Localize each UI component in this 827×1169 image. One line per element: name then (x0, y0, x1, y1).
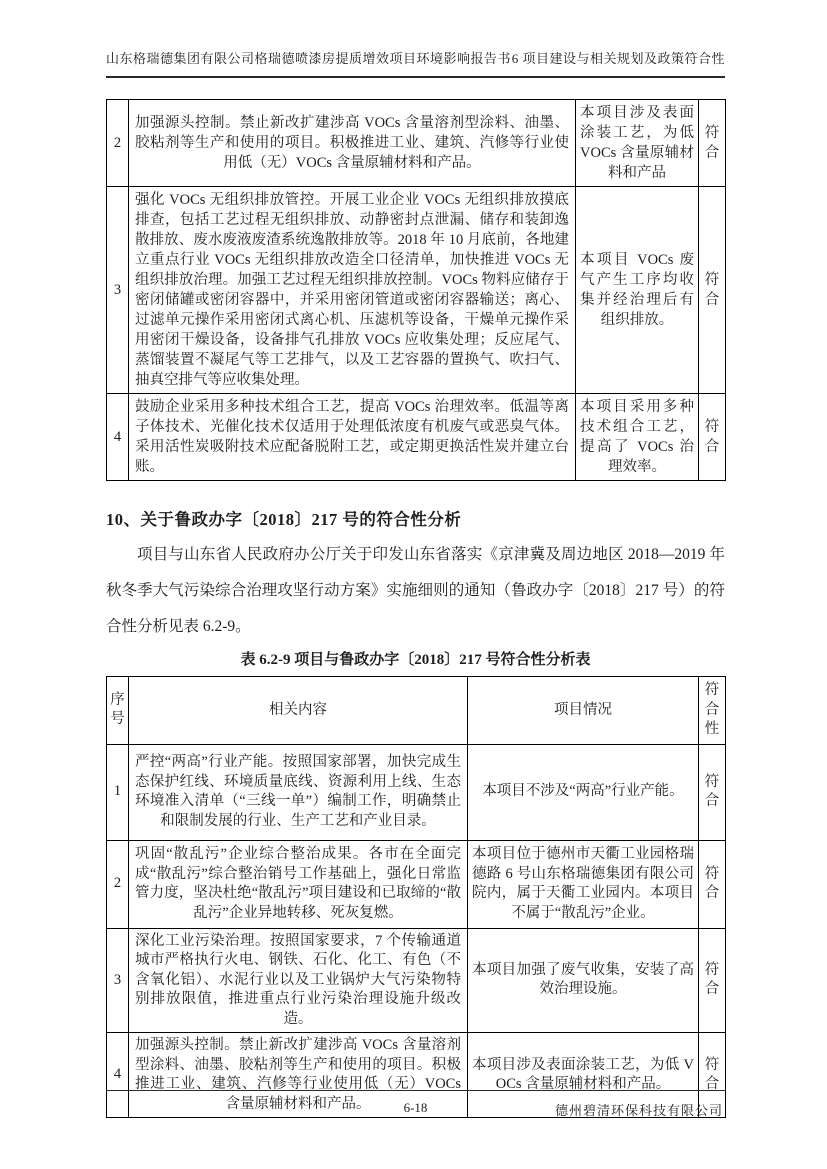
header-chapter-title: 6 项目建设与相关规划及政策符合性 (511, 51, 725, 66)
table-row (107, 394, 726, 481)
row-number-cell: 3 (107, 187, 129, 394)
requirement-cell: 深化工业污染治理。按照国家要求，7 个传输通道城市严格执行火电、钢铁、石化、化工、有色（不含氧化铝）、水泥行业以及工业锅炉大气污染物特别排放限值，推进重点行业污染治理设施升级改造。 (129, 928, 468, 1033)
project-status-cell: 本项目加强了废气收集，安装了高效治理设施。 (468, 928, 699, 1033)
project-status-cell: 本项目涉及表面涂装工艺，为低 VOCs 含量原辅材料和产品 (576, 100, 699, 187)
running-footer (106, 1090, 725, 1118)
requirement-cell: 强化 VOCs 无组织排放管控。开展工业企业 VOCs 无组织排放摸底排查，包括工艺过程无组织排放、动静密封点泄漏、储存和装卸逸散排放、废水废液废渣系统逸散排放等。2018 年 10 月底前，各地建立重点行业 VOCs 无组织排放改造全口径清单，加快推进 VOCs 无组织排放治理。加强工艺过程无组织排放控制。VOCs 物料应储存于密闭储罐或密闭容器中，并采用密闭管道或密闭容器输送；离心、过滤单元操作采用密闭式离心机、压滤机等设备，干燥单元操作采用密闭干燥设备，设备排气孔排放 VOCs 应收集处理；反应尾气、蒸馏装置不凝尾气等工艺排气，以及工艺容器的置换气、吹扫气、抽真空排气等应收集处理。 (129, 187, 576, 394)
verdict-cell: 符合 (699, 394, 726, 481)
footer-company: 德州碧清环保科技有限公司 (554, 1103, 723, 1118)
section-heading: 10、关于鲁政办字〔2018〕217 号的符合性分析 (106, 510, 462, 529)
row-number-cell: 1 (107, 744, 129, 840)
requirement-cell: 巩固“散乱污”企业综合整治成果。各市在全面完成“散乱污”综合整治销号工作基础上，强化日常监管力度，坚决杜绝“散乱污”项目建设和已取缔的“散乱污”企业异地转移、死灰复燃。 (129, 840, 468, 928)
header-report-title: 山东格瑞德集团有限公司格瑞德喷漆房提质增效项目环境影响报告书 (106, 51, 512, 66)
column-header-project: 项目情况 (468, 677, 699, 745)
page-content (106, 48, 725, 1118)
verdict-cell: 符合 (699, 1033, 726, 1118)
table-header-row (107, 677, 726, 745)
row-number-cell: 2 (107, 100, 129, 187)
section-paragraph: 项目与山东省人民政府办公厅关于印发山东省落实《京津冀及周边地区 2018—2019 年秋冬季大气污染综合治理攻坚行动方案》实施细则的通知（鲁政办字〔2018〕217 号）的符合性分析见表 6.2-9。 (106, 546, 725, 635)
project-status-cell: 本项目不涉及“两高”行业产能。 (468, 744, 699, 840)
analysis-table-title: 表 6.2-9 项目与鲁政办字〔2018〕217 号符合性分析表 (240, 652, 591, 668)
verdict-cell: 符合 (699, 100, 726, 187)
table-row (107, 187, 726, 394)
requirement-cell: 严控“两高”行业产能。按照国家部署，加快完成生态保护红线、环境质量底线、资源利用上线、生态环境准入清单（“三线一单”）编制工作，明确禁止和限制发展的行业、生产工艺和产业目录。 (129, 744, 468, 840)
requirement-cell: 加强源头控制。禁止新改扩建涉高 VOCs 含量溶剂型涂料、油墨、胶粘剂等生产和使用的项目。积极推进工业、建筑、汽修等行业使用低（无）VOCs 含量原辅材料和产品。 (129, 1033, 468, 1118)
row-number-cell: 3 (107, 928, 129, 1033)
continuation-compliance-table (106, 99, 726, 481)
page-number: 6-18 (403, 1100, 428, 1115)
project-status-cell: 本项目位于德州市天衢工业园格瑞德路 6 号山东格瑞德集团有限公司院内，属于天衢工业园内。本项目不属于“散乱污”企业。 (468, 840, 699, 928)
running-header (106, 48, 725, 78)
verdict-cell: 符合 (699, 187, 726, 394)
project-status-cell: 本项目涉及表面涂装工艺，为低 VOCs 含量原辅材料和产品。 (468, 1033, 699, 1118)
column-header-number: 序号 (107, 677, 129, 745)
table-row (107, 100, 726, 187)
requirement-cell: 鼓励企业采用多种技术组合工艺，提高 VOCs 治理效率。低温等离子体技术、光催化技术仅适用于处理低浓度有机废气或恶臭气体。采用活性炭吸附技术应配备脱附工艺，或定期更换活性炭并建立台账。 (129, 394, 576, 481)
table-row (107, 928, 726, 1033)
project-status-cell: 本项目采用多种技术组合工艺，提高了 VOCs 治理效率。 (576, 394, 699, 481)
table-row (107, 840, 726, 928)
row-number-cell: 2 (107, 840, 129, 928)
project-status-cell: 本项目 VOCs 废气产生工序均收集并经治理后有组织排放。 (576, 187, 699, 394)
requirement-cell: 加强源头控制。禁止新改扩建涉高 VOCs 含量溶剂型涂料、油墨、胶粘剂等生产和使用的项目。积极推进工业、建筑、汽修等行业使用低（无）VOCs 含量原辅材料和产品。 (129, 100, 576, 187)
analysis-compliance-table (106, 676, 726, 1118)
column-header-verdict: 符合性 (699, 677, 726, 745)
column-header-content: 相关内容 (129, 677, 468, 745)
verdict-cell: 符合 (699, 744, 726, 840)
verdict-cell: 符合 (699, 840, 726, 928)
verdict-cell: 符合 (699, 928, 726, 1033)
row-number-cell: 4 (107, 1033, 129, 1118)
table-row (107, 744, 726, 840)
row-number-cell: 4 (107, 394, 129, 481)
